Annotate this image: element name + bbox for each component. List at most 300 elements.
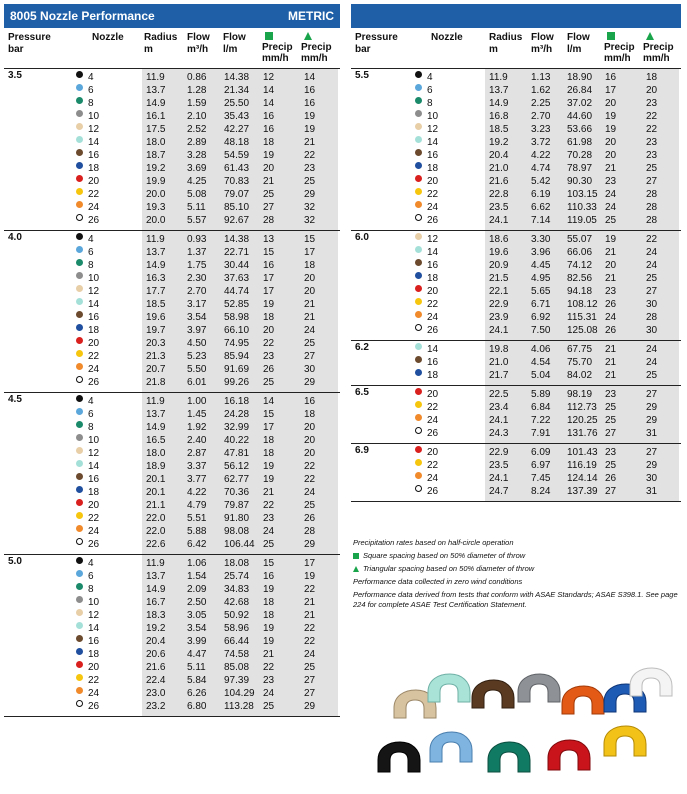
precip-triangle-value: 28	[646, 189, 658, 200]
flow-m3-value: 5.11	[187, 202, 206, 213]
precip-square-value: 16	[263, 571, 275, 582]
flow-lm-value: 32.99	[224, 422, 250, 433]
radius-value: 19.2	[146, 623, 166, 634]
precip-square-value: 23	[605, 389, 617, 400]
precip-triangle-value: 20	[304, 273, 316, 284]
precip-square-value: 25	[605, 402, 617, 413]
radius-value: 24.1	[489, 325, 509, 336]
table-row	[4, 700, 340, 713]
pressure-value: 6.9	[355, 445, 369, 456]
precip-square-value: 14	[263, 396, 275, 407]
table-row	[4, 149, 340, 162]
precip-square-value: 19	[263, 636, 275, 647]
nozzle-size: 22	[88, 513, 100, 524]
nozzle-color-dot	[76, 421, 83, 428]
nozzle-size: 16	[88, 636, 100, 647]
nozzle-size: 26	[88, 215, 100, 226]
precip-triangle-value: 27	[646, 176, 658, 187]
flow-lm-value: 85.08	[224, 662, 250, 673]
nozzle-size: 20	[427, 447, 439, 458]
flow-lm-value: 112.73	[567, 402, 597, 413]
radius-value: 20.1	[146, 474, 166, 485]
radius-value: 17.7	[146, 286, 166, 297]
square-spacing-icon	[353, 553, 359, 559]
radius-value: 14.9	[146, 422, 166, 433]
table-row	[351, 285, 681, 298]
precip-triangle-value: 21	[304, 312, 316, 323]
precip-square-value: 15	[263, 558, 275, 569]
nozzle-size: 22	[427, 189, 439, 200]
nozzle-color-dot	[76, 363, 83, 370]
precip-triangle-value: 25	[304, 338, 316, 349]
table-row	[351, 84, 681, 97]
nozzle-size: 22	[427, 299, 439, 310]
nozzle-size: 26	[427, 486, 439, 497]
flow-m3-value: 2.09	[187, 584, 207, 595]
precip-triangle-value: 21	[304, 137, 316, 148]
flow-m3-value: 1.54	[187, 571, 207, 582]
precip-square-value: 25	[605, 415, 617, 426]
radius-value: 20.4	[489, 150, 509, 161]
radius-value: 22.5	[489, 389, 509, 400]
table-body	[351, 69, 681, 502]
radius-value: 20.3	[146, 338, 166, 349]
flow-m3-value: 3.28	[187, 150, 207, 161]
precip-square-value: 25	[263, 377, 275, 388]
nozzle-color-dot	[415, 71, 422, 78]
nozzle-color-dot	[76, 259, 83, 266]
flow-lm-value: 44.74	[224, 286, 250, 297]
nozzle-color-dot	[76, 71, 83, 78]
nozzle-color-dot	[76, 233, 83, 240]
nozzle-color-dot	[415, 259, 422, 266]
precip-triangle-value: 19	[304, 124, 316, 135]
nozzle-icon	[428, 674, 470, 702]
nozzle-color-dot	[76, 674, 83, 681]
flow-m3-value: 1.37	[187, 247, 207, 258]
nozzle-color-dot	[415, 356, 422, 363]
flow-lm-value: 37.63	[224, 273, 250, 284]
nozzle-size: 20	[88, 662, 100, 673]
table-row	[351, 414, 681, 427]
nozzle-color-dot	[76, 648, 83, 655]
flow-m3-value: 4.25	[187, 176, 207, 187]
pressure-group	[351, 386, 681, 444]
radius-value: 23.2	[146, 701, 166, 712]
radius-value: 18.5	[489, 124, 509, 135]
table-row	[351, 162, 681, 175]
nozzle-size: 24	[88, 688, 100, 699]
nozzle-size: 26	[427, 325, 439, 336]
precip-triangle-value: 29	[646, 460, 658, 471]
radius-value: 18.0	[146, 448, 166, 459]
nozzle-color-dot	[76, 214, 83, 221]
precip-triangle-value: 27	[304, 351, 316, 362]
flow-lm-value: 124.14	[567, 473, 598, 484]
nozzle-color-dot	[415, 369, 422, 376]
flow-lm-value: 79.87	[224, 500, 250, 511]
precip-triangle-value: 15	[304, 234, 316, 245]
flow-m3-value: 1.00	[187, 396, 207, 407]
header-precip-square: Precip	[604, 42, 635, 53]
nozzle-size: 26	[427, 215, 439, 226]
note-asae: Performance data derived from tests that conform with ASAE Standards; ASAE S398.1. See page 224 for complete ASAE Test Certification Statement.	[353, 590, 678, 609]
precip-triangle-value: 22	[304, 461, 316, 472]
table-row	[351, 233, 681, 246]
flow-m3-value: 1.62	[531, 85, 551, 96]
flow-lm-value: 25.74	[224, 571, 250, 582]
flow-lm-value: 75.70	[567, 357, 593, 368]
radius-value: 22.0	[146, 526, 166, 537]
table-header	[351, 28, 681, 69]
flow-m3-value: 1.06	[187, 558, 207, 569]
flow-lm-value: 74.58	[224, 649, 250, 660]
table-row	[351, 97, 681, 110]
flow-m3-value: 0.93	[187, 234, 207, 245]
nozzle-color-dot	[76, 337, 83, 344]
table-row	[4, 311, 340, 324]
table-row	[351, 149, 681, 162]
nozzle-size: 14	[88, 461, 100, 472]
table-row	[4, 84, 340, 97]
nozzle-size: 12	[88, 610, 100, 621]
precip-square-value: 28	[263, 215, 275, 226]
radius-value: 11.9	[146, 396, 165, 407]
nozzle-size: 20	[427, 389, 439, 400]
flow-lm-value: 34.83	[224, 584, 250, 595]
radius-value: 16.8	[489, 111, 509, 122]
table-title-bar	[4, 4, 340, 28]
flow-lm-value: 119.05	[567, 215, 597, 226]
precip-triangle-value: 25	[646, 273, 658, 284]
nozzle-size: 24	[88, 202, 100, 213]
nozzle-size: 6	[427, 85, 433, 96]
nozzle-color-dot	[76, 376, 83, 383]
flow-lm-value: 92.67	[224, 215, 250, 226]
flow-m3-value: 5.84	[187, 675, 207, 686]
header-flow-lm: Flow	[223, 32, 246, 43]
table-row	[4, 337, 340, 350]
radius-value: 21.1	[146, 500, 166, 511]
precip-square-value: 18	[263, 610, 275, 621]
radius-value: 23.4	[489, 402, 509, 413]
nozzle-size: 6	[88, 571, 94, 582]
flow-lm-value: 103.15	[567, 189, 598, 200]
precip-triangle-value: 25	[646, 163, 658, 174]
flow-lm-value: 50.92	[224, 610, 250, 621]
table-row	[4, 570, 340, 583]
precip-square-value: 24	[605, 312, 617, 323]
flow-lm-value: 37.02	[567, 98, 593, 109]
nozzle-color-dot	[76, 635, 83, 642]
nozzle-color-dot	[415, 162, 422, 169]
flow-m3-value: 5.65	[531, 286, 551, 297]
table-row	[4, 434, 340, 447]
table-row	[351, 356, 681, 369]
table-row	[4, 285, 340, 298]
precip-square-value: 27	[605, 428, 617, 439]
radius-value: 24.3	[489, 428, 509, 439]
pressure-group	[4, 231, 340, 393]
flow-m3-value: 6.01	[187, 377, 207, 388]
flow-m3-value: 4.22	[187, 487, 207, 498]
flow-m3-value: 1.45	[187, 409, 207, 420]
precip-triangle-value: 17	[304, 247, 316, 258]
precip-triangle-value: 19	[304, 111, 316, 122]
flow-lm-value: 82.56	[567, 273, 593, 284]
nozzle-color-dot	[76, 661, 83, 668]
flow-lm-value: 106.44	[224, 539, 255, 550]
radius-value: 19.8	[489, 344, 509, 355]
precip-square-value: 19	[263, 584, 275, 595]
precip-square-value: 26	[605, 473, 617, 484]
precip-triangle-value: 25	[646, 370, 658, 381]
precip-square-value: 19	[263, 461, 275, 472]
radius-value: 19.3	[146, 202, 166, 213]
flow-lm-value: 85.94	[224, 351, 250, 362]
precip-triangle-value: 16	[304, 396, 316, 407]
units-label: METRIC	[288, 9, 334, 23]
nozzle-icon	[548, 740, 590, 770]
flow-lm-value: 16.18	[224, 396, 250, 407]
nozzle-size: 22	[88, 189, 100, 200]
flow-lm-value: 101.43	[567, 447, 598, 458]
radius-value: 22.4	[146, 675, 166, 686]
table-row	[4, 596, 340, 609]
radius-value: 18.0	[146, 137, 166, 148]
precip-triangle-value: 27	[646, 286, 658, 297]
nozzle-size: 12	[427, 124, 439, 135]
table-row	[4, 674, 340, 687]
flow-lm-value: 25.50	[224, 98, 250, 109]
radius-value: 20.4	[146, 636, 166, 647]
table-header	[4, 28, 340, 69]
radius-value: 11.9	[146, 558, 165, 569]
radius-value: 21.3	[146, 351, 166, 362]
nozzle-size: 20	[427, 286, 439, 297]
nozzle-size: 18	[427, 273, 439, 284]
nozzle-size: 18	[427, 370, 439, 381]
pressure-value: 5.0	[8, 556, 22, 567]
nozzle-color-dot	[76, 298, 83, 305]
radius-value: 19.6	[489, 247, 509, 258]
nozzle-color-dot	[415, 459, 422, 466]
table-row	[351, 175, 681, 188]
radius-value: 18.9	[146, 461, 166, 472]
square-spacing-icon	[607, 32, 615, 40]
table-row	[351, 446, 681, 459]
precip-square-value: 16	[605, 72, 617, 83]
precip-square-value: 20	[263, 163, 275, 174]
precip-triangle-value: 30	[646, 325, 658, 336]
table-row	[351, 71, 681, 84]
table-row	[4, 136, 340, 149]
flow-lm-value: 113.28	[224, 701, 254, 712]
table-row	[4, 350, 340, 363]
precip-triangle-value: 16	[304, 85, 316, 96]
table-row	[4, 609, 340, 622]
flow-lm-value: 24.28	[224, 409, 250, 420]
table-row	[4, 201, 340, 214]
nozzle-size: 14	[88, 623, 100, 634]
flow-lm-value: 42.68	[224, 597, 250, 608]
precip-triangle-value: 29	[304, 701, 316, 712]
radius-value: 14.9	[146, 98, 166, 109]
precip-square-value: 19	[605, 234, 617, 245]
nozzle-size: 6	[88, 247, 94, 258]
nozzle-color-dot	[76, 583, 83, 590]
radius-value: 20.7	[146, 364, 166, 375]
flow-lm-value: 78.97	[567, 163, 593, 174]
radius-value: 24.1	[489, 473, 509, 484]
nozzle-color-dot	[415, 485, 422, 492]
nozzle-color-dot	[415, 188, 422, 195]
radius-value: 19.7	[146, 325, 166, 336]
radius-value: 13.7	[489, 85, 509, 96]
precip-square-value: 15	[263, 409, 275, 420]
precip-square-value: 20	[605, 260, 617, 271]
precip-triangle-value: 21	[304, 299, 316, 310]
flow-lm-value: 52.85	[224, 299, 250, 310]
header-precip-square-unit: mm/h	[604, 53, 631, 64]
flow-m3-value: 5.42	[531, 176, 551, 187]
note-wind: Performance data collected in zero wind conditions	[353, 577, 523, 586]
nozzle-color-dot	[76, 499, 83, 506]
radius-value: 19.2	[489, 137, 509, 148]
flow-m3-value: 1.75	[187, 260, 207, 271]
triangle-spacing-icon	[304, 32, 312, 40]
precip-triangle-value: 24	[304, 487, 316, 498]
header-nozzle: Nozzle	[431, 32, 463, 43]
table-row	[351, 298, 681, 311]
pressure-group	[351, 341, 681, 386]
flow-lm-value: 58.96	[224, 623, 250, 634]
precip-triangle-value: 32	[304, 202, 316, 213]
flow-m3-value: 6.42	[187, 539, 207, 550]
radius-value: 17.5	[146, 124, 166, 135]
nozzle-color-dot	[415, 388, 422, 395]
precip-triangle-value: 17	[304, 558, 316, 569]
precip-square-value: 17	[263, 422, 275, 433]
flow-lm-value: 54.59	[224, 150, 250, 161]
header-flow-m3-unit: m³/h	[531, 44, 553, 55]
table-row	[4, 71, 340, 84]
flow-lm-value: 116.19	[567, 460, 597, 471]
table-row	[4, 447, 340, 460]
precip-square-value: 18	[263, 435, 275, 446]
nozzle-color-dot	[76, 486, 83, 493]
flow-lm-value: 62.77	[224, 474, 250, 485]
radius-value: 24.7	[489, 486, 509, 497]
pressure-value: 5.5	[355, 70, 369, 81]
nozzle-color-dot	[76, 434, 83, 441]
precip-triangle-value: 24	[646, 344, 658, 355]
flow-m3-value: 3.69	[187, 163, 207, 174]
nozzle-size: 16	[427, 357, 439, 368]
flow-lm-value: 21.34	[224, 85, 250, 96]
flow-m3-value: 0.86	[187, 72, 207, 83]
nozzle-size: 20	[88, 176, 100, 187]
radius-value: 23.5	[489, 202, 509, 213]
precip-triangle-value: 28	[646, 312, 658, 323]
table-row	[4, 246, 340, 259]
table-row	[4, 272, 340, 285]
flow-lm-value: 18.08	[224, 558, 250, 569]
radius-value: 13.7	[146, 571, 166, 582]
header-radius: Radius	[489, 32, 523, 43]
precip-square-value: 16	[263, 111, 275, 122]
flow-m3-value: 4.79	[187, 500, 207, 511]
precip-triangle-value: 19	[304, 571, 316, 582]
precip-square-value: 18	[263, 312, 275, 323]
nozzle-color-dot	[415, 272, 422, 279]
nozzle-icon	[430, 732, 472, 762]
nozzle-color-dot	[76, 201, 83, 208]
precip-square-value: 18	[263, 448, 275, 459]
radius-value: 23.5	[489, 460, 509, 471]
note-square	[353, 551, 678, 561]
nozzle-size: 18	[88, 649, 100, 660]
flow-lm-value: 61.98	[567, 137, 593, 148]
precip-triangle-value: 29	[646, 415, 658, 426]
radius-value: 11.9	[146, 234, 165, 245]
flow-lm-value: 66.10	[224, 325, 250, 336]
flow-lm-value: 53.66	[567, 124, 593, 135]
flow-lm-value: 14.38	[224, 72, 250, 83]
precip-triangle-value: 27	[304, 675, 316, 686]
nozzle-size: 10	[88, 111, 100, 122]
flow-lm-value: 99.26	[224, 377, 250, 388]
nozzle-color-dot	[415, 427, 422, 434]
nozzle-color-dot	[76, 136, 83, 143]
nozzle-color-dot	[415, 343, 422, 350]
flow-m3-value: 4.45	[531, 260, 551, 271]
precip-triangle-value: 24	[646, 260, 658, 271]
nozzle-size: 18	[88, 487, 100, 498]
table-row	[4, 525, 340, 538]
nozzle-icon	[518, 674, 560, 702]
flow-m3-value: 7.14	[531, 215, 551, 226]
precip-triangle-value: 22	[646, 124, 658, 135]
precip-square-value: 12	[263, 72, 275, 83]
nozzle-color-dot	[415, 233, 422, 240]
flow-m3-value: 2.25	[531, 98, 551, 109]
table-row	[4, 408, 340, 421]
precip-triangle-value: 28	[304, 526, 316, 537]
precip-triangle-value: 27	[646, 447, 658, 458]
nozzle-assortment-image	[372, 662, 678, 788]
flow-lm-value: 137.39	[567, 486, 598, 497]
flow-m3-value: 7.22	[531, 415, 551, 426]
precip-triangle-value: 31	[646, 486, 658, 497]
nozzle-icon	[488, 742, 530, 772]
nozzle-size: 14	[88, 137, 100, 148]
precip-triangle-value: 25	[304, 176, 316, 187]
nozzle-size: 26	[88, 377, 100, 388]
nozzle-color-dot	[76, 408, 83, 415]
precip-triangle-value: 30	[646, 299, 658, 310]
flow-lm-value: 58.98	[224, 312, 250, 323]
radius-value: 16.3	[146, 273, 166, 284]
precip-triangle-value: 24	[646, 247, 658, 258]
nozzle-color-dot	[415, 123, 422, 130]
note-triangle-text: Triangular spacing based on 50% diameter of throw	[363, 564, 535, 573]
nozzle-color-dot	[76, 447, 83, 454]
precip-triangle-value: 27	[304, 688, 316, 699]
nozzle-color-dot	[415, 149, 422, 156]
table-row	[351, 343, 681, 356]
flow-m3-value: 2.40	[187, 435, 207, 446]
